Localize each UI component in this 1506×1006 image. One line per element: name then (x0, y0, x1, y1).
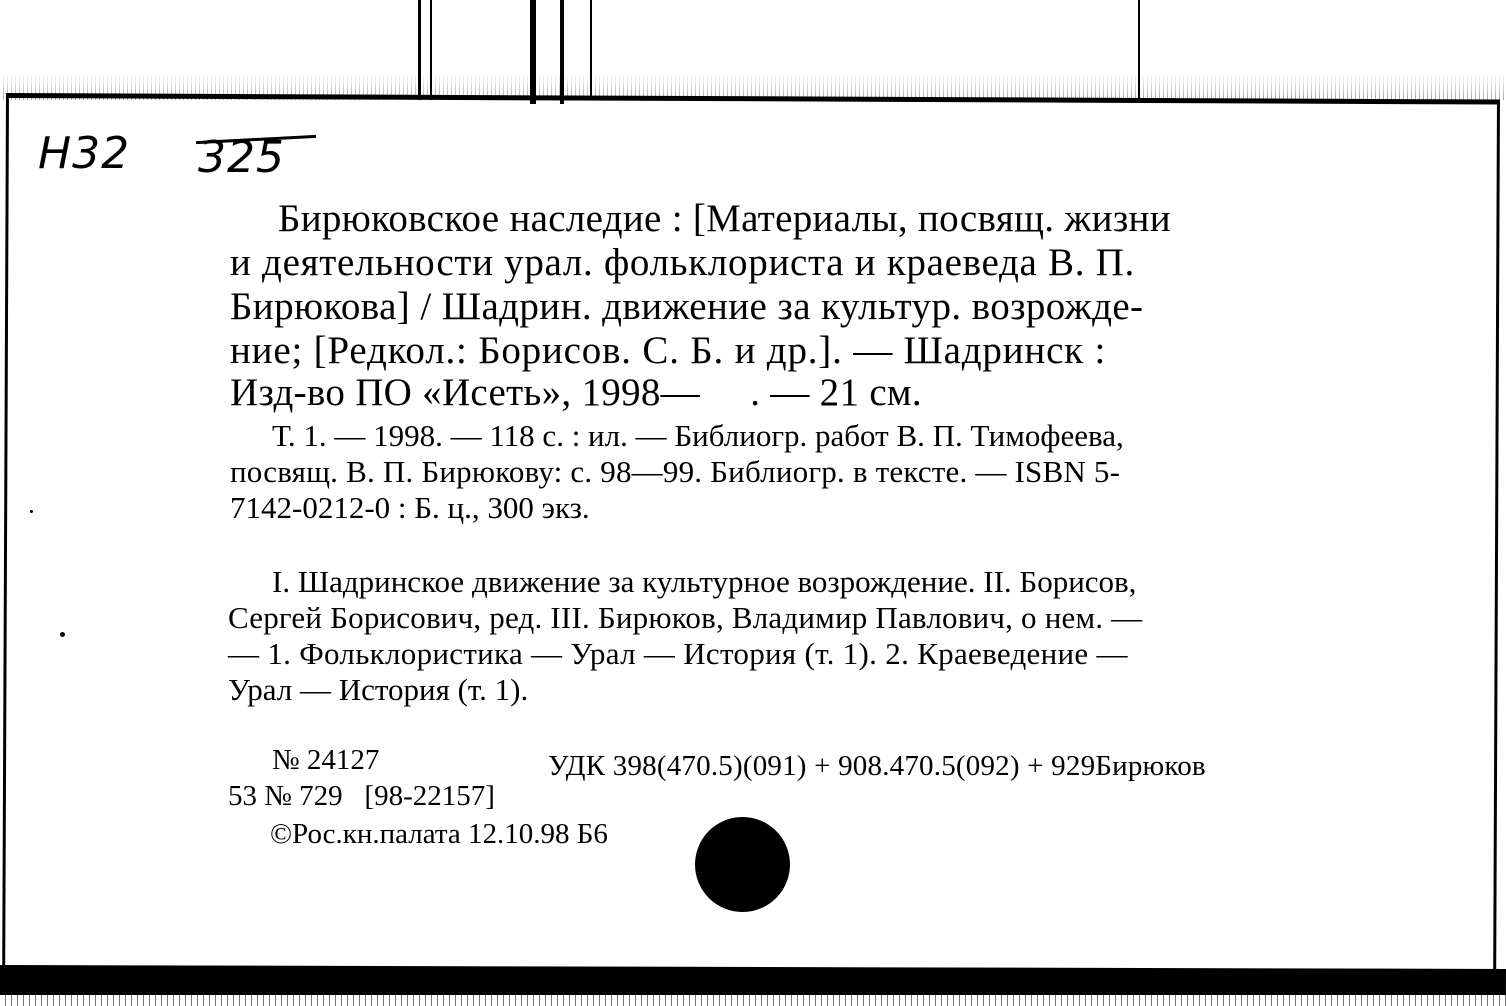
title-line-3: Бирюкова] / Шадрин. движение за культур. возрожде- (230, 285, 1144, 328)
speck (30, 510, 33, 513)
scan-noise-bottom (0, 995, 1506, 1006)
subjects-line-2: Сергей Борисович, ред. III. Бирюков, Владимир Павлович, о нем. — (228, 600, 1143, 635)
scan-line (560, 0, 564, 104)
footer-line-2: 53 № 729 [98-22157] (228, 780, 495, 812)
udk-index: УДК 398(470.5)(091) + 908.470.5(092) + 929Бирюков (548, 750, 1206, 782)
scan-line (530, 0, 536, 104)
volume-line-3: 7142-0212-0 : Б. ц., 300 экз. (230, 490, 590, 525)
scan-noise-top (0, 0, 1506, 100)
record-number: № 24127 (272, 744, 380, 776)
title-line-1: Бирюковское наследие : [Материалы, посвящ. жизни (278, 197, 1171, 240)
volume-line-2: посвящ. В. П. Бирюкову: с. 98—99. Библиогр. в тексте. — ISBN 5- (230, 454, 1121, 489)
subjects-line-1: I. Шадринское движение за культурное возрождение. II. Борисов, (272, 564, 1137, 599)
scan-line (418, 0, 421, 100)
scan-line (590, 0, 592, 100)
scan-line (430, 0, 432, 100)
title-line-2: и деятельности урал. фольклориста и краеведа В. П. (230, 241, 1135, 284)
title-line-4: ние; [Редкол.: Борисов. С. Б. и др.]. — Шадринск : (230, 329, 1107, 372)
ink-blot (695, 817, 790, 912)
handwritten-shelf-mark: Н32 (38, 128, 131, 179)
scan-line (1138, 0, 1140, 100)
footer-line-3: ©Рос.кн.палата 12.10.98 Б6 (270, 818, 608, 850)
title-line-5: Изд-во ПО «Исеть», 1998— . — 21 см. (230, 371, 922, 414)
handwritten-number: 325 (198, 132, 285, 183)
subjects-line-3: — 1. Фольклористика — Урал — История (т. 1). 2. Краеведение — (228, 636, 1128, 671)
volume-line-1: Т. 1. — 1998. — 118 с. : ил. — Библиогр. работ В. П. Тимофеева, (272, 418, 1124, 453)
subjects-line-4: Урал — История (т. 1). (228, 672, 529, 707)
speck (60, 632, 65, 637)
